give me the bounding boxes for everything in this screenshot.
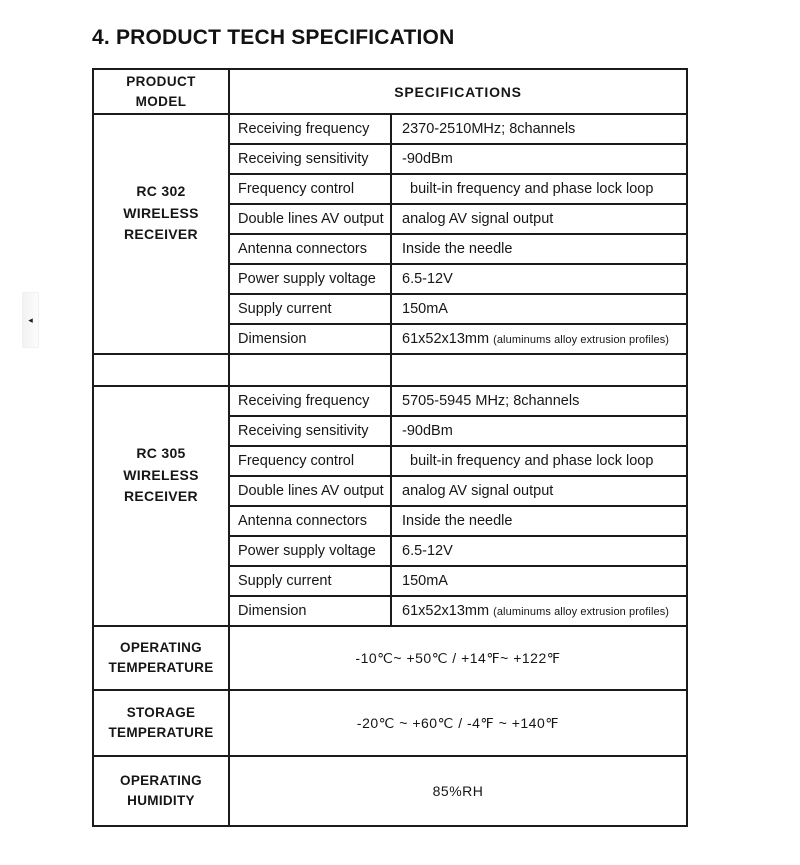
footer-label-line: HUMIDITY [127, 793, 195, 808]
specifications-header: SPECIFICATIONS [229, 69, 687, 114]
model-name-line: WIRELESS [123, 466, 199, 483]
spec-value: built-in frequency and phase lock loop [391, 174, 687, 204]
empty-cell [391, 354, 687, 386]
spec-label: Supply current [229, 566, 391, 596]
dimension-value: 61x52x13mm [402, 603, 490, 619]
dimension-note: (aluminums alloy extrusion profiles) [493, 606, 670, 618]
spec-value: analog AV signal output [391, 476, 687, 506]
product-model-header-line: PRODUCT [126, 73, 196, 89]
page-title: 4. PRODUCT TECH SPECIFICATION [92, 26, 455, 49]
footer-label [93, 756, 229, 826]
empty-cell [93, 354, 229, 386]
storage-temperature-row [93, 690, 687, 756]
model-name-line: RECEIVER [124, 488, 198, 505]
carousel-prev-button[interactable] [22, 292, 39, 348]
storage-temperature-value: -20℃ ~ +60℃ / -4℉ ~ +140℉ [229, 690, 687, 756]
spec-label: Antenna connectors [229, 506, 391, 536]
operating-humidity-value: 85%RH [229, 756, 687, 826]
model-cell-rc302 [93, 114, 229, 354]
table-row [93, 386, 687, 416]
spec-value: -90dBm [391, 144, 687, 174]
footer-label-line: OPERATING [120, 639, 202, 655]
operating-temperature-value: -10℃~ +50℃ / +14℉~ +122℉ [229, 626, 687, 690]
chevron-left-icon: ◂ [28, 314, 33, 325]
model-cell-rc305 [93, 386, 229, 626]
spec-label: Supply current [229, 294, 391, 324]
operating-humidity-row [93, 756, 687, 826]
model-name-line: RC 305 [136, 445, 186, 461]
spec-value: analog AV signal output [391, 204, 687, 234]
footer-label [93, 690, 229, 756]
spec-label: Receiving frequency [229, 114, 391, 144]
spec-label: Dimension [229, 596, 391, 626]
spec-table [92, 68, 688, 827]
dimension-value: 61x52x13mm [402, 331, 490, 347]
footer-label-line: STORAGE [126, 704, 196, 720]
spec-value: 150mA [391, 294, 687, 324]
footer-label-line: TEMPERATURE [108, 660, 214, 675]
spec-value: 6.5-12V [391, 536, 687, 566]
model-name-line: RC 302 [136, 183, 186, 199]
spec-value: -90dBm [391, 416, 687, 446]
spec-label: Double lines AV output [229, 204, 391, 234]
spec-label: Frequency control [229, 446, 391, 476]
footer-label-line: TEMPERATURE [108, 725, 214, 740]
separator-row [93, 354, 687, 386]
table-header-row [93, 69, 687, 114]
model-name-line: RECEIVER [124, 226, 198, 243]
spec-value: Inside the needle [391, 234, 687, 264]
footer-label [93, 626, 229, 690]
spec-label: Power supply voltage [229, 536, 391, 566]
spec-label: Dimension [229, 324, 391, 354]
footer-label-line: OPERATING [120, 772, 202, 788]
spec-label: Receiving sensitivity [229, 416, 391, 446]
product-model-header-line: MODEL [135, 93, 187, 109]
spec-label: Antenna connectors [229, 234, 391, 264]
spec-value: 150mA [391, 566, 687, 596]
spec-value: built-in frequency and phase lock loop [391, 446, 687, 476]
spec-label: Double lines AV output [229, 476, 391, 506]
spec-label: Power supply voltage [229, 264, 391, 294]
dimension-note: (aluminums alloy extrusion profiles) [493, 334, 670, 346]
spec-label: Frequency control [229, 174, 391, 204]
spec-value: 2370-2510MHz; 8channels [391, 114, 687, 144]
table-row [93, 114, 687, 144]
spec-value: 6.5-12V [391, 264, 687, 294]
spec-value: Inside the needle [391, 506, 687, 536]
operating-temperature-row [93, 626, 687, 690]
empty-cell [229, 354, 391, 386]
spec-label: Receiving frequency [229, 386, 391, 416]
model-name-line: WIRELESS [123, 204, 199, 221]
spec-value [391, 324, 687, 354]
spec-value: 5705-5945 MHz; 8channels [391, 386, 687, 416]
spec-label: Receiving sensitivity [229, 144, 391, 174]
product-model-header [93, 69, 229, 114]
spec-value [391, 596, 687, 626]
